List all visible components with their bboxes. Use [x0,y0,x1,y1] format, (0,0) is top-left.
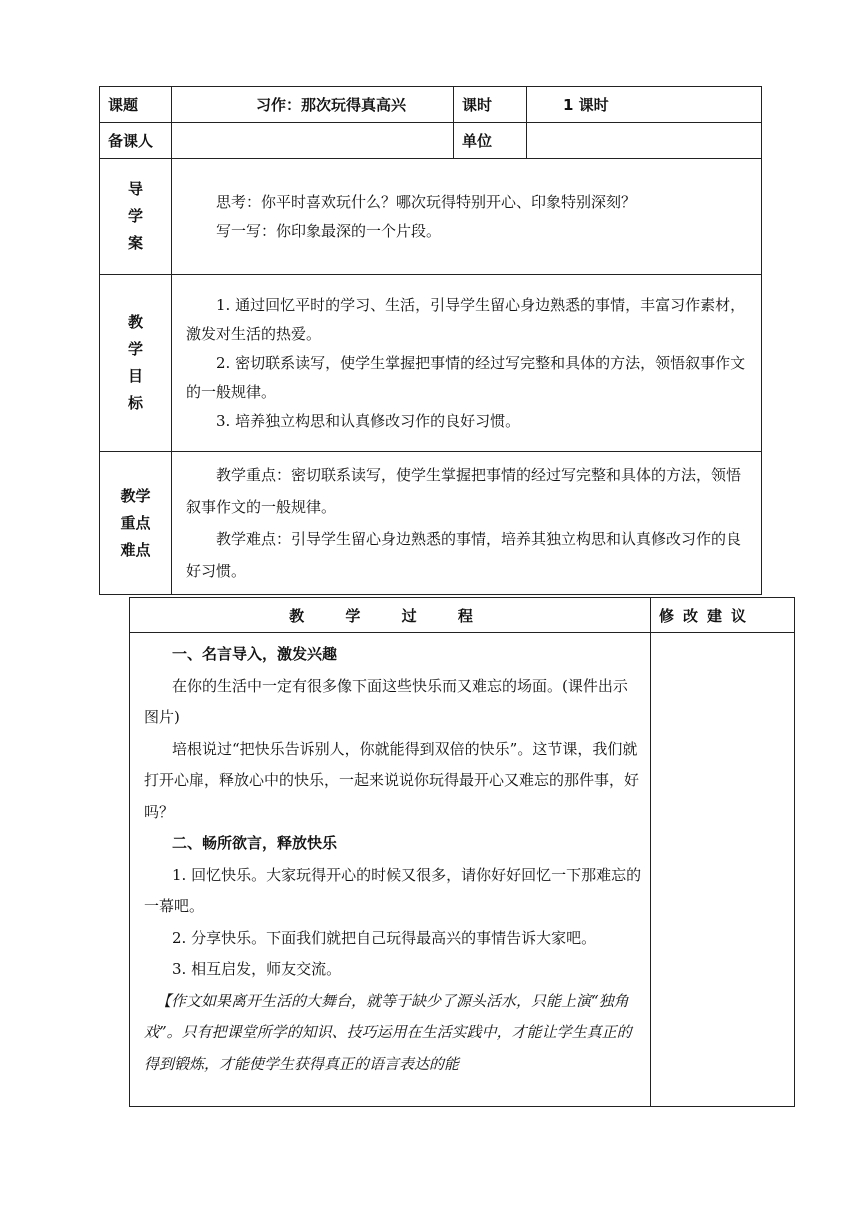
process-paragraph: 在你的生活中一定有很多像下面这些快乐而又难忘的场面。(课件出示图片) [144,676,628,726]
process-content-cell [130,633,651,1107]
process-header: 教 学 过 程 [130,598,651,633]
topic-value: 习作：那次玩得真高兴 [256,96,407,114]
focus-label-line: 重点 [120,513,151,532]
guide-label-char: 学 [127,207,143,225]
preparer-label-cell [100,123,172,159]
topic-value-cell [172,87,454,123]
preparer-value-cell [172,123,454,159]
goals-label-char: 教 [127,313,143,331]
goal-line: 3. 培养独立构思和认真修改习作的良好习惯。 [216,411,521,430]
unit-label: 单位 [462,132,493,150]
goals-label-char: 标 [127,394,143,412]
goals-label-char: 学 [127,340,143,358]
preparer-label: 备课人 [108,132,154,150]
guide-content-cell [172,159,762,275]
goal-line: 1. 通过回忆平时的学习、生活，引导学生留心身边熟悉的事情，丰富习作素材，激发对生活的热爱。 [186,295,746,343]
topic-label: 课题 [108,96,139,114]
process-paragraph: 1. 回忆快乐。大家玩得开心的时候又很多，请你好好回忆一下那难忘的一幕吧。 [144,865,642,915]
lesson-info-table [99,86,762,595]
unit-label-cell [454,123,527,159]
guide-line: 写一写：你印象最深的一个片段。 [216,221,442,240]
hours-label-cell [454,87,527,123]
teacher-note: 【作文如果离开生活的大舞台，就等于缺少了源头活水，只能上演“独角戏”。只有把课堂所学的知识、技巧运用在生活实践中，才能让学生真正的得到锻炼，才能使学生获得真正的语言表达的能 [144,991,632,1073]
section-title: 一、名言导入，激发兴趣 [172,645,338,663]
goal-line: 2. 密切联系读写，使学生掌握把事情的经过写完整和具体的方法，领悟叙事作文的一般规律。 [186,353,746,401]
hours-value: 1 课时 [563,96,609,114]
goals-content-cell [172,275,762,452]
section-title: 二、畅所欲言，释放快乐 [172,834,338,852]
hours-label: 课时 [462,96,493,114]
guide-line: 思考：你平时喜欢玩什么？哪次玩得特别开心、印象特别深刻？ [216,192,637,211]
process-paragraph: 2. 分享快乐。下面我们就把自己玩得最高兴的事情告诉大家吧。 [172,928,597,947]
unit-value-cell [527,123,762,159]
guide-label-char: 导 [127,180,143,198]
focus-label-line: 教学 [120,486,151,505]
goals-label-cell [100,275,172,452]
process-paragraph: 培根说过“把快乐告诉别人，你就能得到双倍的快乐”。这节课，我们就打开心扉，释放心中的快乐，一起来说说你玩得最开心又难忘的那件事，好吗？ [144,739,640,821]
process-paragraph: 3. 相互启发，师友交流。 [172,960,342,978]
focus-line: 教学重点：密切联系读写，使学生掌握把事情的经过写完整和具体的方法，领悟叙事作文的一般规律。 [186,466,742,516]
focus-label-line: 难点 [120,540,151,559]
focus-line: 教学难点：引导学生留心身边熟悉的事情，培养其独立构思和认真修改习作的良好习惯。 [186,530,742,580]
hours-value-cell [527,87,762,123]
guide-label-cell [100,159,172,275]
goals-label-char: 目 [127,367,143,385]
topic-label-cell [100,87,172,123]
suggestion-cell [651,633,795,1107]
focus-label-cell [100,452,172,595]
focus-content-cell [172,452,762,595]
teaching-process-table [129,597,795,1107]
guide-label-char: 案 [127,234,143,252]
suggestion-header: 修改建议 [651,598,795,633]
